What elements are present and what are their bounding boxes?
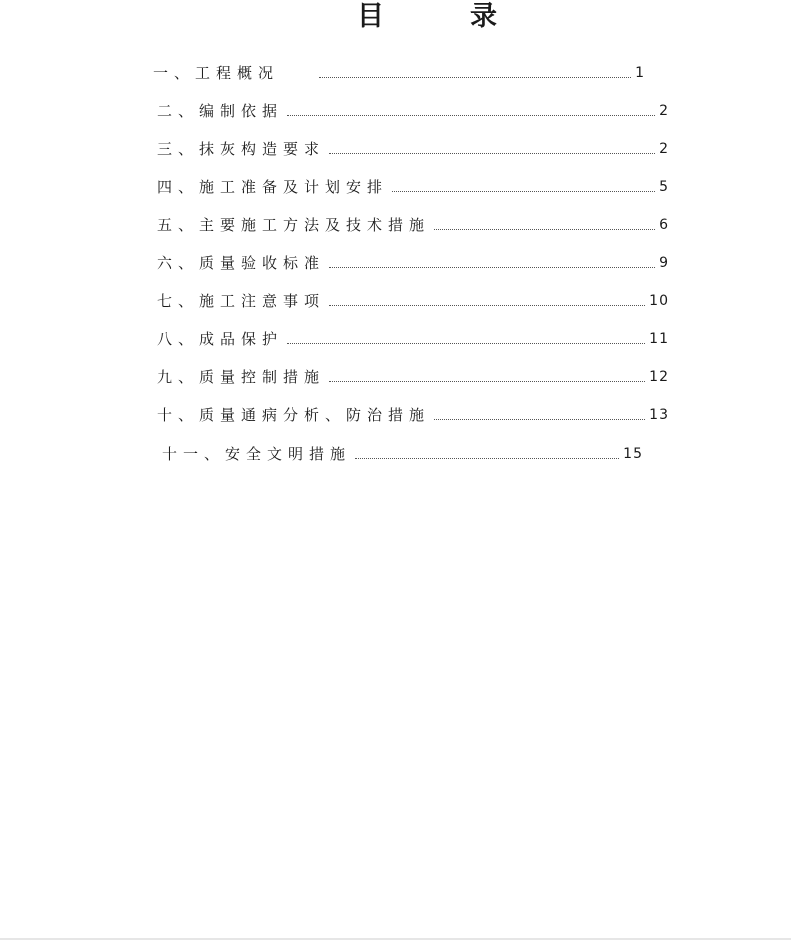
toc-entry-number: 五、 [157, 216, 200, 234]
toc-entry-title: 编制依据 [199, 102, 284, 120]
toc-entry-number: 十一、 [162, 445, 226, 463]
toc-dot-leader [355, 457, 619, 459]
toc-page-number: 9 [659, 255, 669, 271]
toc-title-char-2: 录 [470, 1, 497, 32]
toc-entry-number: 二、 [157, 102, 200, 120]
toc-entry-5[interactable] [157, 215, 669, 235]
toc-entry-title: 成品保护 [199, 330, 284, 348]
toc-entry-title: 抹灰构造要求 [199, 140, 326, 158]
toc-dot-leader [287, 342, 645, 344]
toc-title [0, 0, 791, 34]
toc-page-number: 6 [659, 217, 669, 233]
toc-entry-1[interactable] [153, 63, 645, 83]
toc-entry-10[interactable] [157, 405, 669, 425]
toc-dot-leader [329, 266, 655, 268]
toc-page-number: 2 [659, 141, 669, 157]
toc-entry-title: 质量通病分析、防治措施 [199, 406, 431, 424]
toc-entry-9[interactable] [157, 367, 669, 387]
toc-entry-title: 施工注意事项 [199, 292, 326, 310]
toc-page-number: 15 [623, 446, 643, 462]
toc-page-number: 2 [659, 103, 669, 119]
toc-dot-leader [287, 114, 655, 116]
toc-entry-title: 施工准备及计划安排 [199, 178, 389, 196]
toc-dot-leader [329, 380, 645, 382]
toc-entry-7[interactable] [157, 291, 669, 311]
toc-page-number: 5 [659, 179, 669, 195]
toc-entry-6[interactable] [157, 253, 669, 273]
toc-entry-11[interactable] [162, 444, 643, 464]
toc-dot-leader [434, 418, 645, 420]
toc-entry-8[interactable] [157, 329, 669, 349]
toc-page-number: 11 [649, 331, 669, 347]
toc-entry-title: 质量验收标准 [199, 254, 326, 272]
toc-dot-leader [319, 76, 631, 78]
toc-title-char-1: 目 [357, 1, 384, 32]
toc-entry-3[interactable] [157, 139, 669, 159]
toc-dot-leader [329, 152, 655, 154]
toc-entry-number: 十、 [157, 406, 200, 424]
toc-entry-title: 工程概况 [195, 64, 280, 82]
toc-entry-2[interactable] [157, 101, 669, 121]
toc-page-number: 10 [649, 293, 669, 309]
toc-dot-leader [434, 228, 655, 230]
toc-entry-number: 八、 [157, 330, 200, 348]
toc-dot-leader [329, 304, 645, 306]
toc-entry-number: 四、 [157, 178, 200, 196]
toc-dot-leader [392, 190, 655, 192]
toc-entry-number: 六、 [157, 254, 200, 272]
toc-page-number: 13 [649, 407, 669, 423]
toc-entry-number: 三、 [157, 140, 200, 158]
toc-entry-number: 九、 [157, 368, 200, 386]
toc-entry-number: 一、 [153, 64, 196, 82]
toc-entry-title: 安全文明措施 [225, 445, 352, 463]
toc-entry-title: 主要施工方法及技术措施 [199, 216, 431, 234]
toc-entry-number: 七、 [157, 292, 200, 310]
toc-page-number: 1 [635, 65, 645, 81]
toc-page-number: 12 [649, 369, 669, 385]
toc-entry-title: 质量控制措施 [199, 368, 326, 386]
toc-entry-4[interactable] [157, 177, 669, 197]
